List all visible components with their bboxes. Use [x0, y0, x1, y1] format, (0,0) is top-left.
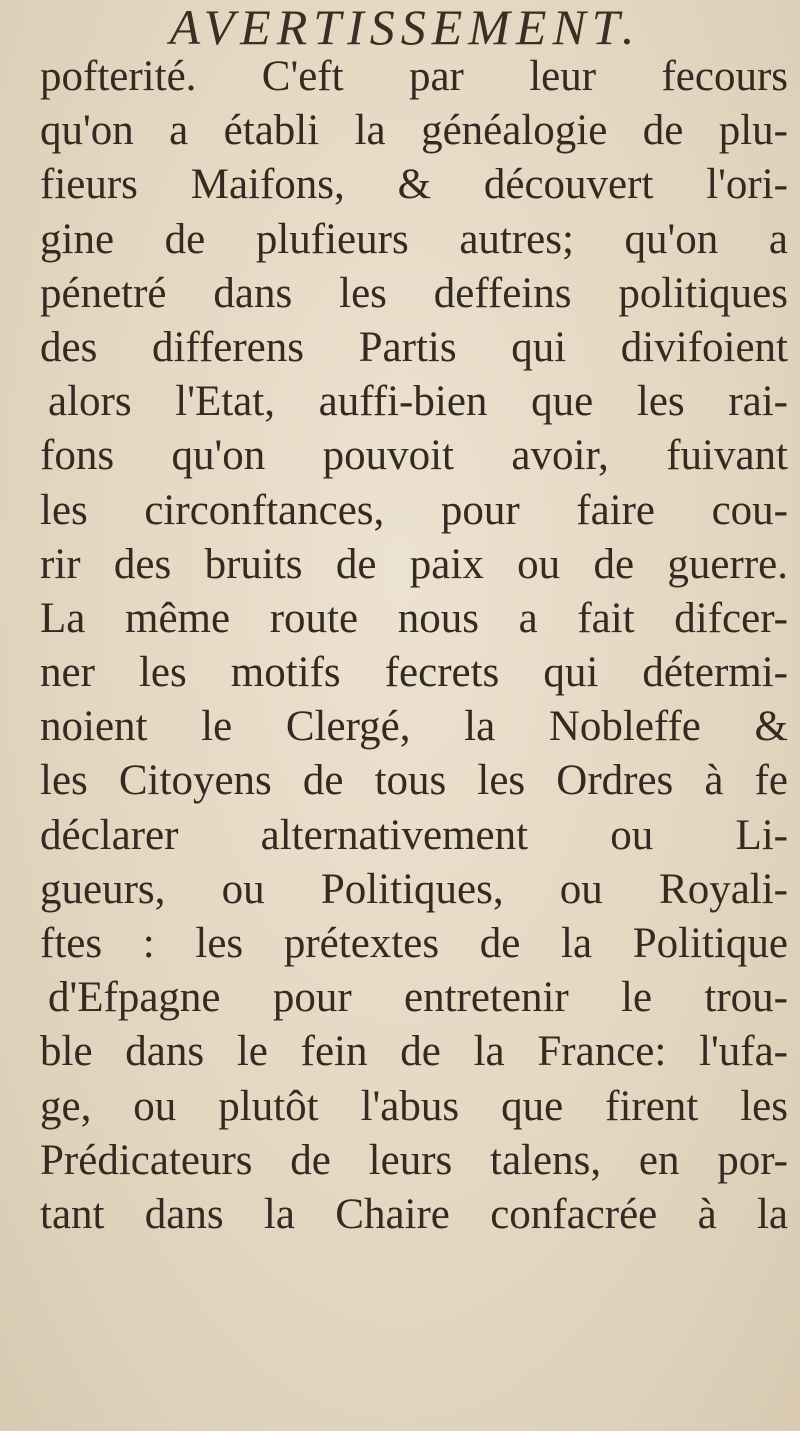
running-header: AVERTISSEMENT. [169, 0, 641, 55]
text-line: ble dans le fein de la France: l'ufa- [40, 1028, 788, 1076]
text-line: fieurs Maifons, & découvert l'ori- [40, 161, 788, 209]
text-line: ftes : les prétextes de la Politique [40, 920, 788, 967]
page-body-text [40, 50, 788, 1242]
text-line: ge, ou plutôt l'abus que firent les [40, 1082, 788, 1130]
text-line: noient le Clergé, la Nobleffe & [40, 703, 788, 751]
text-line: pofterité. C'eft par leur fecours [40, 53, 788, 100]
text-line: les Citoyens de tous les Ordres à fe [40, 757, 788, 805]
text-line: qu'on a établi la généalogie de plu- [40, 107, 788, 155]
text-line: tant dans la Chaire confacrée à la [40, 1190, 788, 1238]
text-line: ner les motifs fecrets qui détermi- [40, 649, 788, 697]
text-line: pénetré dans les deffeins politiques [40, 269, 788, 317]
text-line: Prédicateurs de leurs talens, en por- [40, 1136, 788, 1184]
text-line: les circonftances, pour faire cou- [40, 486, 788, 534]
text-line: alors l'Etat, auffi-bien que les rai- [48, 378, 788, 426]
text-line: gine de plufieurs autres; qu'on a [40, 215, 788, 263]
text-line: déclarer alternativement ou Li- [40, 811, 788, 859]
text-line: gueurs, ou Politiques, ou Royali- [40, 865, 788, 913]
text-line: La même route nous a fait difcer- [40, 594, 788, 642]
text-line: d'Efpagne pour entretenir le trou- [48, 974, 788, 1022]
text-line: rir des bruits de paix ou de guerre. [40, 540, 788, 588]
text-line: des differens Partis qui divifoient [40, 323, 788, 371]
text-line: fons qu'on pouvoit avoir, fuivant [40, 432, 788, 480]
